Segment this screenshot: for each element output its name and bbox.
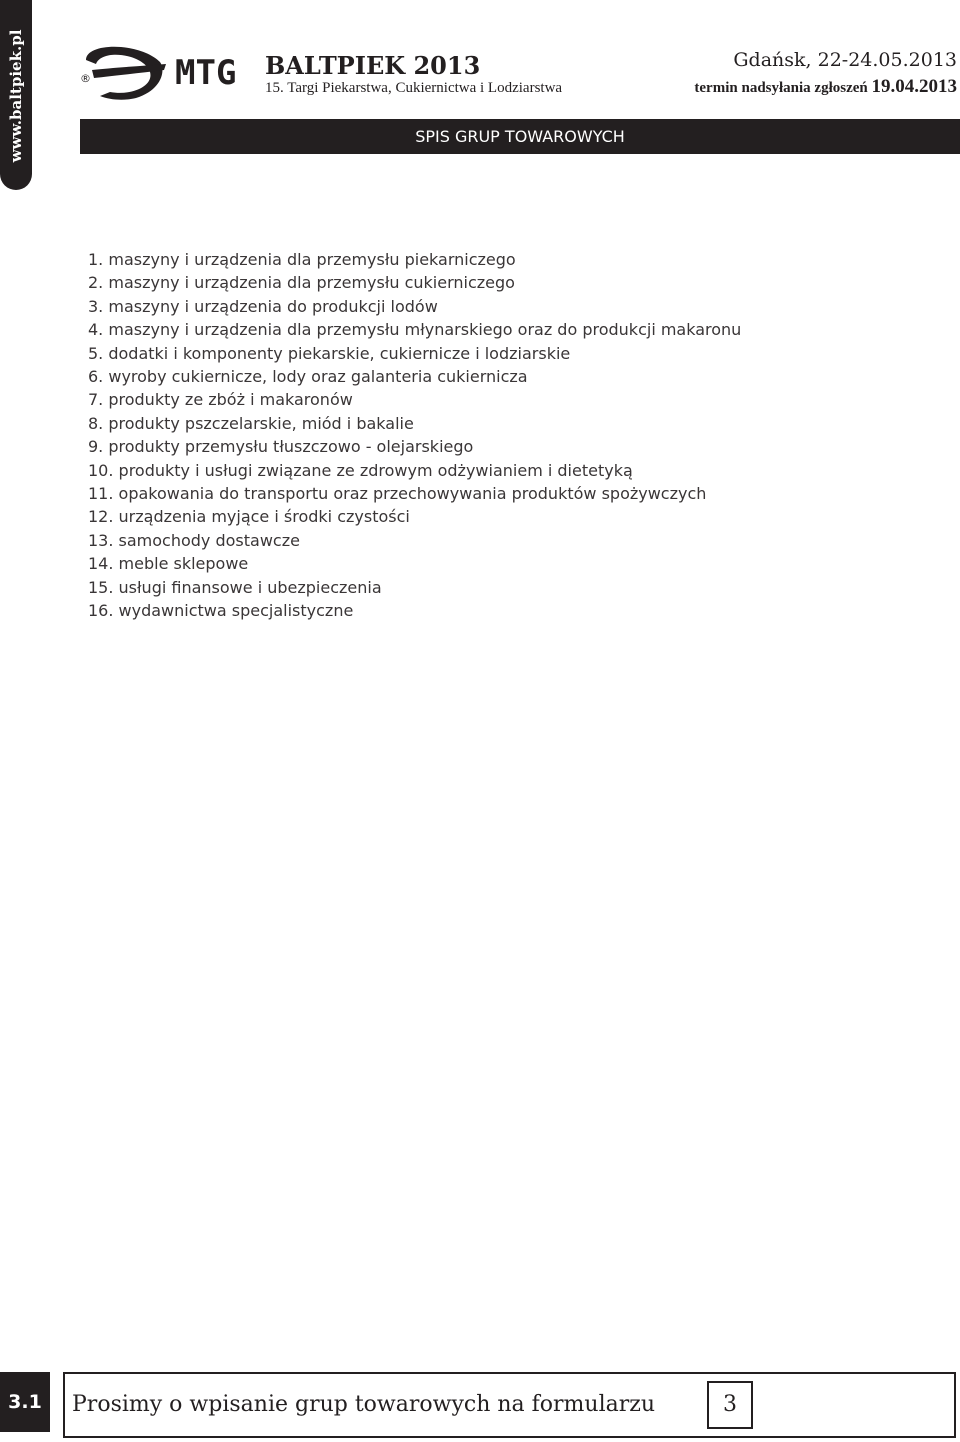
list-item: 9. produkty przemysłu tłuszczowo - olejarskiego — [88, 437, 474, 457]
list-item: 8. produkty pszczelarskie, miód i bakalie — [88, 413, 414, 433]
section-title-bar: SPIS GRUP TOWAROWYCH — [80, 119, 960, 154]
list-item: 10. produkty i usługi związane ze zdrowym odżywianiem i dietetyką — [88, 460, 633, 480]
mtg-logo — [80, 40, 245, 102]
footer-note: Prosimy o wpisanie grup towarowych na formularzu — [72, 1392, 656, 1417]
list-item: 11. opakowania do transportu oraz przechowywania produktów spożywczych — [88, 484, 707, 504]
list-item: 12. urządzenia myjące i środki czystości — [88, 507, 410, 527]
list-item: 13. samochody dostawcze — [88, 530, 300, 550]
list-item: 1. maszyny i urządzenia dla przemysłu piekarniczego — [88, 250, 516, 269]
list-item: 2. maszyny i urządzenia dla przemysłu cukierniczego — [88, 273, 515, 293]
list-item: 7. produkty ze zbóż i makaronów — [88, 390, 353, 410]
product-group-list — [88, 248, 741, 623]
list-item: 14. meble sklepowe — [88, 554, 249, 574]
logo-wordmark: MTG — [175, 53, 237, 93]
form-number-box: 3 — [707, 1381, 753, 1429]
list-item: 5. dodatki i komponenty piekarskie, cukiernicze i lodziarskie — [88, 343, 571, 363]
fair-subtitle: 15. Targi Piekarstwa, Cukiernictwa i Lodziarstwa — [265, 80, 563, 96]
list-item: 15. usługi finansowe i ubezpieczenia — [88, 577, 382, 597]
deadline-label: termin nadsyłania zgłoszeń — [694, 80, 868, 96]
deadline-date: 19.04.2013 — [871, 76, 957, 97]
fair-title: BALTPIEK 2013 — [265, 51, 481, 80]
website-url: www.baltpiek.pl — [7, 29, 25, 163]
event-place-date: Gdańsk, 22-24.05.2013 — [733, 49, 957, 71]
list-item: 16. wydawnictwa specjalistyczne — [88, 601, 354, 621]
list-item: 4. maszyny i urządzenia dla przemysłu młynarskiego oraz do produkcji makaronu — [88, 320, 742, 340]
list-item: 3. maszyny i urządzenia do produkcji lodów — [88, 296, 438, 316]
submission-deadline — [694, 77, 957, 98]
page-tag: 3.1 — [0, 1372, 50, 1432]
side-tab — [0, 0, 32, 190]
list-item: 6. wyroby cukiernicze, lody oraz galanteria cukiernicza — [88, 367, 528, 387]
registered-mark: ® — [80, 72, 91, 85]
